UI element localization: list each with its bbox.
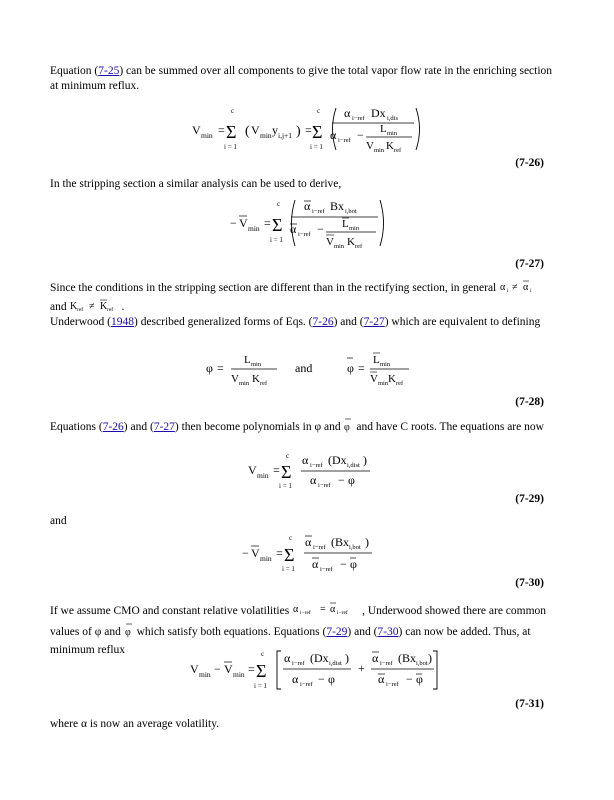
- paragraph-average-volatility: where α is now an average volatility.: [50, 718, 220, 730]
- svg-text:−: −: [242, 546, 249, 560]
- svg-text:i−ref: i−ref: [337, 610, 348, 616]
- svg-text:min: min: [349, 225, 360, 232]
- svg-text:α: α: [284, 651, 291, 665]
- svg-text:): ): [363, 453, 367, 467]
- svg-text:=: =: [218, 123, 225, 137]
- svg-text:i−ref: i−ref: [313, 544, 326, 551]
- svg-text:i = 1: i = 1: [224, 143, 237, 151]
- paragraph-stripping: In the stripping section a similar analysis can be used to derive,: [50, 178, 342, 190]
- phi-bar-inline: [343, 417, 353, 438]
- svg-text:i,dis: i,dis: [387, 115, 399, 122]
- svg-text:i = 1: i = 1: [310, 143, 323, 151]
- svg-text:K: K: [70, 301, 78, 312]
- phi-bar-inline: [124, 622, 134, 643]
- svg-text:=: =: [276, 546, 283, 560]
- svg-text:min: min: [378, 380, 389, 387]
- svg-text:φ: φ: [350, 557, 357, 571]
- svg-text:ref: ref: [77, 307, 84, 312]
- svg-text:≠: ≠: [512, 282, 518, 293]
- svg-text:V: V: [326, 236, 334, 248]
- svg-text:min: min: [239, 380, 250, 387]
- svg-text:(: (: [310, 651, 314, 665]
- svg-text:=: =: [358, 361, 365, 375]
- svg-text:V: V: [370, 373, 378, 385]
- svg-text:α: α: [302, 453, 309, 467]
- svg-text:=: =: [264, 216, 271, 230]
- svg-text:i,bot: i,bot: [416, 660, 428, 667]
- svg-text:c: c: [277, 200, 281, 208]
- svg-text:L: L: [380, 123, 387, 135]
- svg-text:i−ref: i−ref: [338, 137, 351, 144]
- svg-text:V: V: [192, 123, 201, 137]
- svg-text:V: V: [251, 123, 260, 137]
- svg-text:i−ref: i−ref: [300, 610, 311, 616]
- svg-text:−: −: [317, 222, 324, 236]
- alpha-not-equal-inline: [499, 279, 537, 298]
- svg-text:ref: ref: [107, 307, 114, 312]
- svg-text:φ: φ: [347, 361, 354, 375]
- svg-text:i = 1: i = 1: [254, 682, 267, 690]
- svg-text:i−ref: i−ref: [352, 115, 365, 122]
- paragraph-cmo: If we assume CMO and constant relative volatilities α i−ref = α i−ref , Underwood showed there are common values of φ and φ which satisfy both equations. Equations (7-29) and (7-30) can now be added. Thus, at minimum reflux: [50, 601, 560, 658]
- svg-text:L: L: [373, 354, 380, 366]
- equation-number: (7-26): [515, 157, 544, 169]
- svg-text:Bx: Bx: [402, 651, 417, 665]
- svg-text:ref: ref: [394, 147, 402, 154]
- svg-text:min: min: [248, 224, 260, 233]
- svg-text:V: V: [251, 546, 260, 560]
- svg-text:): ): [296, 124, 301, 139]
- ref-link-7-25[interactable]: 7-25: [98, 65, 120, 77]
- svg-text:−: −: [318, 672, 325, 686]
- svg-text:i = 1: i = 1: [279, 482, 292, 490]
- svg-text:Dx: Dx: [371, 106, 386, 120]
- svg-text:(: (: [331, 535, 335, 549]
- svg-text:α: α: [293, 604, 299, 615]
- svg-text:α: α: [305, 535, 312, 549]
- paragraph-conditions: Since the conditions in the stripping section are different than in the rectifying section, in general α i ≠ α i and K ref ≠ K ref .: [50, 279, 560, 317]
- svg-text:min: min: [201, 131, 213, 140]
- paragraph-polynomials: Equations (7-26) and (7-27) then become polynomials in φ and φ and have C roots. The equations are now: [50, 417, 560, 438]
- svg-text:min: min: [260, 131, 272, 140]
- paragraph-intro: Equation (7-25) can be summed over all components to give the total vapor flow rate in the enriching section at minimum reflux.: [50, 65, 553, 92]
- svg-text:K: K: [100, 301, 108, 312]
- ref-link-7-30[interactable]: 7-30: [377, 626, 399, 639]
- equation-number: (7-31): [515, 698, 544, 710]
- svg-text:min: min: [387, 130, 398, 137]
- svg-text:+: +: [358, 661, 365, 675]
- svg-text:min: min: [374, 147, 385, 154]
- svg-text:i,dist: i,dist: [347, 462, 360, 469]
- svg-text:i−ref: i−ref: [298, 231, 311, 238]
- svg-text:Σ: Σ: [272, 215, 283, 235]
- svg-text:i−ref: i−ref: [318, 482, 331, 489]
- svg-text:min: min: [233, 670, 245, 679]
- svg-text:α: α: [304, 199, 311, 213]
- svg-text:−: −: [340, 557, 347, 571]
- svg-text:c: c: [289, 534, 293, 542]
- ref-link-7-26[interactable]: 7-26: [312, 316, 334, 328]
- svg-text:K: K: [388, 373, 396, 385]
- equation-7-29: [246, 450, 376, 490]
- svg-text:Bx: Bx: [335, 535, 350, 549]
- svg-text:L: L: [244, 354, 251, 366]
- svg-text:K: K: [252, 373, 260, 385]
- svg-text:Σ: Σ: [312, 122, 323, 142]
- svg-text:c: c: [261, 650, 265, 658]
- svg-text:i = 1: i = 1: [282, 565, 295, 573]
- svg-text:y: y: [272, 123, 278, 137]
- svg-text:=: =: [305, 123, 312, 137]
- svg-text:i,dist: i,dist: [329, 660, 342, 667]
- svg-text:α: α: [312, 557, 319, 571]
- equation-number: (7-27): [515, 258, 544, 270]
- svg-text:Σ: Σ: [281, 462, 292, 482]
- svg-text:α: α: [372, 651, 379, 665]
- ref-link-7-27[interactable]: 7-27: [363, 316, 385, 328]
- equation-7-26: [188, 104, 428, 154]
- svg-text:Σ: Σ: [226, 122, 237, 142]
- svg-text:V: V: [190, 662, 199, 676]
- svg-text:φ: φ: [206, 361, 213, 375]
- svg-text:Dx: Dx: [332, 453, 347, 467]
- alpha-equal-inline: [292, 601, 362, 622]
- svg-text:i: i: [530, 288, 532, 293]
- svg-text:L: L: [342, 218, 349, 230]
- svg-text:i−ref: i−ref: [300, 681, 313, 688]
- svg-text:min: min: [334, 243, 345, 250]
- svg-text:α: α: [290, 222, 297, 236]
- paragraph-and: and: [50, 515, 67, 527]
- svg-text:Σ: Σ: [284, 545, 295, 565]
- equation-number: (7-28): [515, 396, 544, 408]
- svg-text:φ: φ: [348, 473, 355, 487]
- svg-text:φ: φ: [416, 672, 423, 686]
- svg-text:K: K: [386, 140, 394, 152]
- svg-text:i: i: [507, 288, 509, 293]
- svg-text:V: V: [366, 140, 374, 152]
- svg-text:φ: φ: [344, 422, 351, 433]
- svg-text:c: c: [317, 107, 321, 115]
- svg-text:c: c: [231, 107, 235, 115]
- svg-text:Σ: Σ: [256, 661, 267, 681]
- svg-text:=: =: [320, 604, 326, 615]
- svg-text:): ): [365, 535, 369, 549]
- svg-text:α: α: [310, 473, 317, 487]
- svg-text:): ): [428, 651, 432, 665]
- svg-text:Bx: Bx: [330, 199, 345, 213]
- svg-text:min: min: [380, 361, 391, 368]
- svg-text:i−ref: i−ref: [312, 208, 325, 215]
- svg-text:V: V: [248, 463, 257, 477]
- svg-text:i−ref: i−ref: [320, 566, 333, 573]
- svg-text:ref: ref: [260, 380, 268, 387]
- svg-text:(: (: [398, 651, 402, 665]
- svg-text:(: (: [328, 453, 332, 467]
- svg-text:−: −: [338, 473, 345, 487]
- svg-text:min: min: [257, 471, 269, 480]
- svg-text:i−ref: i−ref: [292, 660, 305, 667]
- svg-text:K: K: [347, 236, 355, 248]
- svg-text:−: −: [214, 662, 221, 676]
- equation-7-27: [228, 196, 398, 250]
- svg-text:i−ref: i−ref: [386, 681, 399, 688]
- svg-text:i = 1: i = 1: [270, 236, 283, 244]
- svg-text:φ: φ: [328, 672, 335, 686]
- svg-text:ref: ref: [355, 243, 363, 250]
- svg-text:α: α: [330, 128, 337, 142]
- equation-7-30: [240, 530, 380, 574]
- equation-7-28: [202, 350, 412, 390]
- svg-text:−: −: [406, 672, 413, 686]
- svg-text:i,bot: i,bot: [345, 208, 357, 215]
- svg-text:min: min: [260, 554, 272, 563]
- svg-text:−: −: [357, 128, 364, 142]
- svg-text:i,j+1: i,j+1: [278, 131, 293, 140]
- svg-text:α: α: [292, 672, 299, 686]
- svg-text:α: α: [330, 604, 336, 615]
- svg-text:c: c: [286, 452, 290, 460]
- equation-7-31: [188, 648, 438, 692]
- svg-text:i−ref: i−ref: [310, 462, 323, 469]
- svg-text:α: α: [344, 106, 351, 120]
- ref-link-1948[interactable]: 1948: [111, 316, 134, 328]
- paragraph-underwood: Underwood (1948) described generalized forms of Eqs. (7-26) and (7-27) which are equivalent to defining: [50, 316, 541, 328]
- svg-text:α: α: [378, 672, 385, 686]
- svg-text:≠: ≠: [89, 301, 95, 312]
- svg-text:min: min: [199, 670, 211, 679]
- svg-text:i,bot: i,bot: [349, 544, 361, 551]
- ref-link-7-29[interactable]: 7-29: [326, 626, 348, 639]
- svg-text:V: V: [239, 216, 248, 230]
- svg-text:α: α: [523, 282, 529, 293]
- svg-text:and: and: [295, 361, 313, 375]
- svg-text:φ: φ: [124, 627, 131, 638]
- equation-number: (7-29): [515, 493, 544, 505]
- svg-text:min: min: [251, 361, 262, 368]
- svg-text:−: −: [230, 216, 237, 230]
- ref-link-7-26[interactable]: 7-26: [102, 421, 124, 434]
- svg-text:V: V: [224, 662, 233, 676]
- svg-text:Dx: Dx: [314, 651, 329, 665]
- svg-text:=: =: [248, 662, 255, 676]
- svg-text:α: α: [500, 282, 506, 293]
- ref-link-7-27[interactable]: 7-27: [153, 421, 175, 434]
- svg-text:ref: ref: [396, 380, 404, 387]
- svg-text:V: V: [231, 373, 239, 385]
- equation-number: (7-30): [515, 577, 544, 589]
- svg-text:i−ref: i−ref: [380, 660, 393, 667]
- svg-text:=: =: [273, 463, 280, 477]
- svg-text:=: =: [217, 361, 224, 375]
- svg-text:): ): [345, 651, 349, 665]
- svg-text:(: (: [245, 124, 250, 139]
